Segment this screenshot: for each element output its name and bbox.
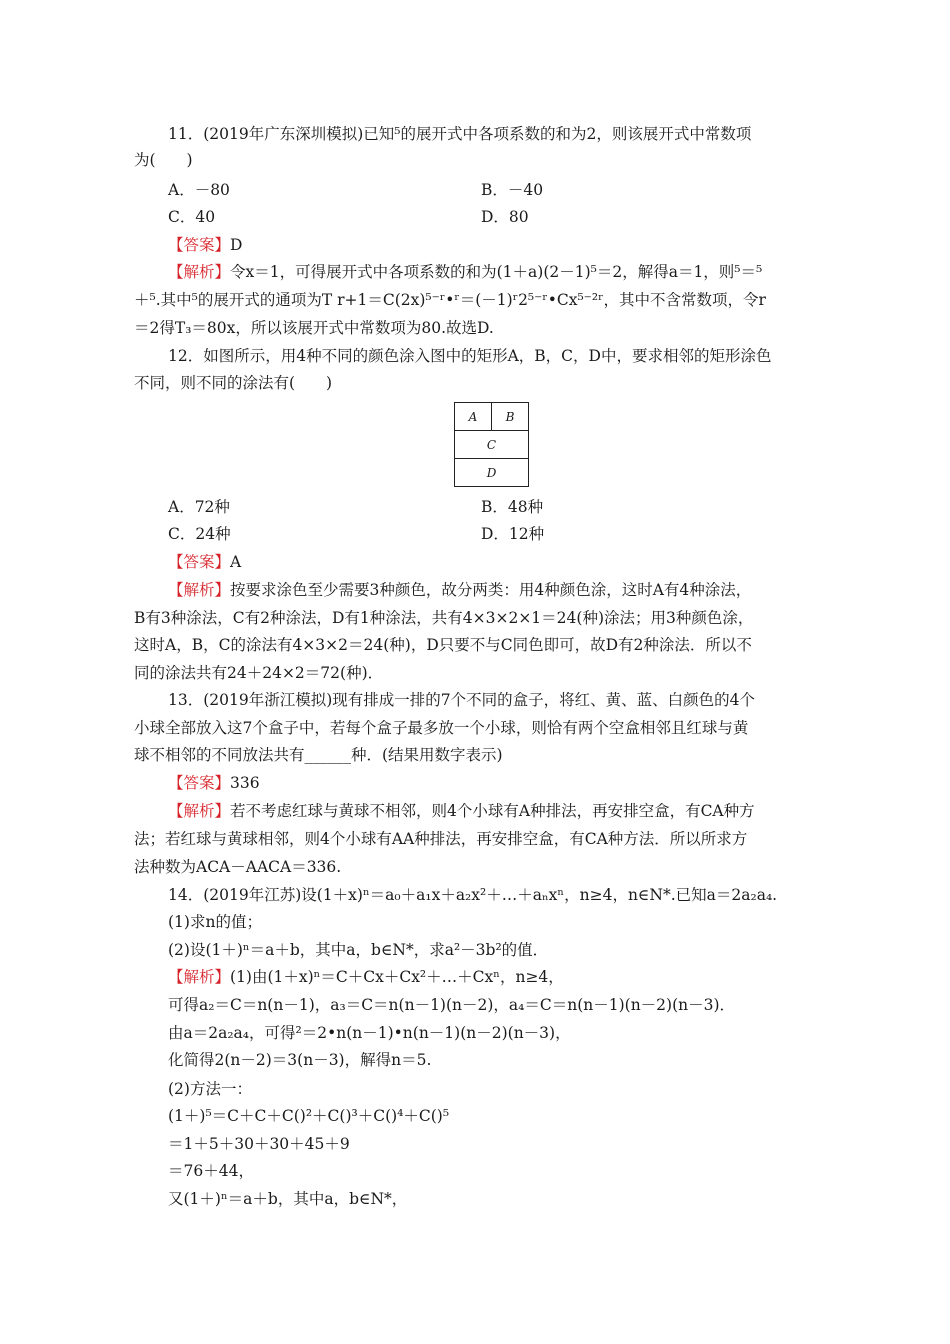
q12-explanation-line1 [168, 580, 751, 600]
q14-explanation-line1 [168, 967, 564, 987]
answer-value: A [230, 553, 242, 571]
q14-explanation-line5: (2)方法一： [168, 1080, 252, 1098]
explanation-tag: 【解析】 [168, 263, 231, 281]
explanation-tag: 【解析】 [168, 802, 231, 820]
q12-explanation-line3: 这时A，B，C的涂法有4×3×2＝24(种)，D只要不与C同色即可，故D有2种涂法．所以不 [134, 636, 752, 654]
explanation-tag: 【解析】 [168, 968, 231, 986]
q11-explanation-line3: ＝2得T₃＝80x，所以该展开式中常数项为80.故选D. [134, 319, 494, 337]
q11-option-a: A．－80 [168, 181, 230, 199]
explanation-text: 令x＝1，可得展开式中各项系数的和为(1＋a)(2－1)⁵＝2，解得a＝1，则⁵＝⁵ [230, 263, 763, 281]
q14-stem-line1: 14．(2019年江苏)设(1＋x)ⁿ＝a₀＋a₁x＋a₂x²＋…＋aₙxⁿ，n≥4，n∈N*.已知a＝2a₂a₄. [168, 886, 778, 904]
explanation-tag: 【解析】 [168, 581, 231, 599]
answer-value: D [230, 236, 243, 254]
q11-stem-line1: 11．(2019年广东深圳模拟)已知⁵的展开式中各项系数的和为2，则该展开式中常数项 [168, 125, 752, 143]
q11-explanation-line1 [168, 262, 762, 282]
q12-option-d: D．12种 [481, 525, 545, 543]
answer-value: 336 [230, 774, 260, 792]
q12-option-a: A．72种 [168, 498, 230, 516]
q12-explanation-line2: B有3种涂法，C有2种涂法，D有1种涂法，共有4×3×2×1＝24(种)涂法；用3种颜色涂， [134, 609, 754, 627]
q11-stem-line2: 为( ) [134, 151, 193, 169]
q14-subquestion-2: (2)设(1＋)ⁿ＝a＋b，其中a，b∈N*，求a²－3b²的值． [168, 941, 549, 959]
explanation-text: (1)由(1＋x)ⁿ＝C＋Cx＋Cx²＋…＋Cxⁿ，n≥4， [230, 968, 564, 986]
q13-stem-line2: 小球全部放入这7个盒子中，若每个盒子最多放一个小球，则恰有两个空盒相邻且红球与黄 [134, 719, 749, 737]
q14-explanation-line4: 化简得2(n－2)＝3(n－3)，解得n＝5. [168, 1051, 432, 1069]
q12-answer [168, 552, 241, 572]
q14-explanation-line7: ＝1＋5＋30＋30＋45＋9 [168, 1135, 350, 1153]
q13-explanation-line1 [168, 801, 755, 821]
q14-explanation-line6: (1＋)⁵＝C＋C＋C()²＋C()³＋C()⁴＋C()⁵ [168, 1107, 450, 1125]
q12-option-b: B．48种 [481, 498, 544, 516]
rectangle-coloring-figure [454, 402, 529, 487]
q12-explanation-line4: 同的涂法共有24＋24×2＝72(种)． [134, 664, 384, 682]
q11-answer [168, 235, 242, 255]
answer-tag: 【答案】 [168, 236, 231, 254]
q14-subquestion-1: (1)求n的值； [168, 913, 262, 931]
q11-option-d: D．80 [481, 208, 529, 226]
q13-explanation-line2: 法；若红球与黄球相邻，则4个小球有AA种排法，再安排空盒，有CA种方法．所以所求方 [134, 830, 748, 848]
region-c: C [455, 431, 528, 459]
q13-answer [168, 773, 260, 793]
region-d: D [486, 465, 497, 480]
answer-tag: 【答案】 [168, 553, 231, 571]
q14-explanation-line9: 又(1＋)ⁿ＝a＋b，其中a，b∈N*， [168, 1190, 408, 1208]
q14-explanation-line8: ＝76＋44， [168, 1162, 254, 1180]
q14-explanation-line2: 可得a₂＝C＝n(n－1)，a₃＝C＝n(n－1)(n－2)，a₄＝C＝n(n－1)(n－2)(n－3)． [168, 996, 736, 1014]
q13-explanation-line3: 法种数为ACA－AACA＝336. [134, 858, 342, 876]
answer-tag: 【答案】 [168, 774, 231, 792]
q13-stem-line3: 球不相邻的不同放法共有______种．(结果用数字表示) [134, 746, 503, 764]
q13-stem-line1: 13．(2019年浙江模拟)现有排成一排的7个不同的盒子，将红、黄、蓝、白颜色的4个 [168, 691, 755, 709]
explanation-text: 若不考虑红球与黄球不相邻，则4个小球有A种排法，再安排空盒，有CA种方 [230, 802, 755, 820]
q12-stem-line2: 不同，则不同的涂法有( ) [134, 374, 333, 392]
q14-explanation-line3: 由a＝2a₂a₄，可得²＝2•n(n－1)•n(n－1)(n－2)(n－3)， [168, 1024, 571, 1042]
q11-option-b: B．－40 [481, 181, 544, 199]
q12-stem-line1: 12．如图所示，用4种不同的颜色涂入图中的矩形A，B，C，D中，要求相邻的矩形涂色 [168, 347, 772, 365]
q12-option-c: C．24种 [168, 525, 231, 543]
region-b: B [492, 403, 528, 431]
q11-explanation-line2: ＋⁵.其中⁵的展开式的通项为T r+1＝C(2x)⁵⁻ʳ•ʳ＝(－1)ʳ2⁵⁻ʳ•Cx⁵⁻²ʳ，其中不含常数项，令r [134, 291, 766, 309]
explanation-text: 按要求涂色至少需要3种颜色，故分两类：用4种颜色涂，这时A有4种涂法， [230, 581, 752, 599]
region-a: A [455, 403, 492, 431]
q11-option-c: C．40 [168, 208, 216, 226]
